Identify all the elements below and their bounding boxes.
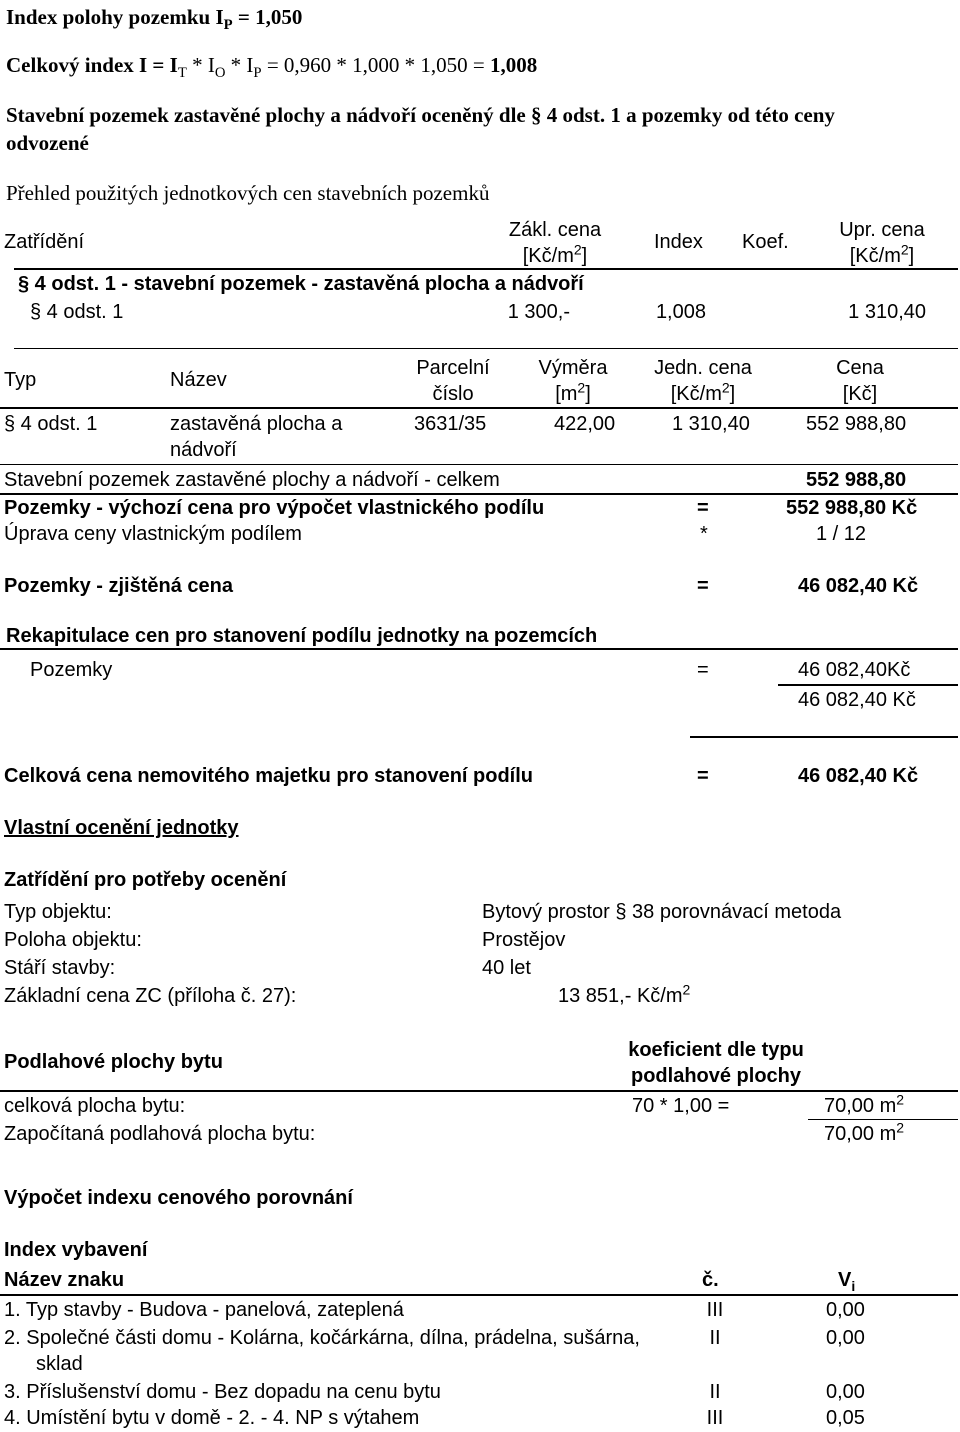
celkova-plocha-label: celková plocha bytu: [4,1095,186,1117]
index-row-2-name-cont: sklad [36,1353,83,1375]
t1-section-title: § 4 odst. 1 - stavební pozemek - zastavěná plocha a nádvoří [18,273,584,295]
rekap-pozemky-label: Pozemky [30,659,113,681]
index-row-4-v: 0,05 [826,1407,865,1429]
celkova-cena-op: = [697,765,709,787]
plochy-header-rule [0,1090,958,1092]
celkova-plocha-value: 70,00 $m^2$ [824,1091,905,1117]
celkovy-index-line [6,52,538,82]
prehled-heading: Přehled použitých jednotkových cen stavebních pozemků [6,181,490,205]
rekap-soucet-value: 46 082,40 Kč [798,689,916,711]
t2-celkem-value: 552 988,80 [806,469,907,491]
koeficient-header-2: podlahové plochy [630,1065,802,1087]
t1-header-index: Index [654,231,703,253]
index-header-rule [0,1294,958,1296]
rekap-pozemky-value: 46 082,40Kč [798,659,911,681]
t2-row-typ: § 4 odst. 1 [4,413,98,435]
t1-header-upr-2: $[Kč/m^2]$ [849,241,915,267]
celkova-plocha-calc: 70 * 1,00 = [632,1095,730,1117]
celkova-plocha-rule [808,1119,958,1120]
stari-stavby-label: Stáří stavby: [4,957,116,979]
t2-header-typ: Typ [4,369,37,391]
t2-header-vym-2: $[m^2]$ [555,379,591,405]
index-vybaveni-heading: Index vybavení [4,1239,148,1261]
celkovy-index-sub-p: P [253,65,262,82]
podlahove-plochy-heading: Podlahové plochy bytu [4,1051,223,1073]
t2-header-jedn-1: Jedn. cena [654,357,752,379]
index-row-2-v: 0,00 [826,1327,865,1349]
t2-header-parc-2: číslo [432,383,474,405]
t2-row-parc: 3631/35 [414,413,487,435]
t2-celkem-label: Stavební pozemek zastavěné plochy a nádvoří - celkem [4,469,500,491]
t1-header-zakl-2: $[Kč/m^2]$ [522,241,588,267]
index-row-2-c: II [709,1327,721,1349]
t1-bottom-rule [14,348,958,349]
stari-stavby-value: 40 let [482,957,531,979]
celkova-cena-label: Celková cena nemovitého majetku pro stanovení podílu [4,765,534,787]
index-polohy-sub: P [223,17,233,34]
t2-celkem-rule [0,464,958,465]
t1-row-index: 1,008 [655,301,706,323]
koeficient-header-1: koeficient dle typu [628,1039,804,1061]
rekap-sum-rule [778,684,958,686]
index-polohy-line [6,4,303,34]
zakladni-cena-label: Základní cena ZC (příloha č. 27): [4,985,297,1007]
index-row-4-c: III [706,1407,724,1429]
index-polohy-label: Index polohy pozemku I [6,5,224,29]
index-row-1-v: 0,00 [826,1299,865,1321]
uprava-ceny-op: * [700,523,708,545]
zatrideni-heading: Zatřídění pro potřeby ocenění [4,869,287,891]
t1-row-upr: 1 310,40 [848,301,926,323]
stavebni-heading-2: odvozené [6,131,89,155]
t1-row-zakl: 1 300,- [507,301,570,323]
rekap-total-rule [690,736,958,738]
index-row-1-c: III [706,1299,724,1321]
t2-header-cena-1: Cena [836,357,884,379]
uprava-ceny-value: 1 / 12 [816,523,867,545]
t2-header-jedn-2: $[Kč/m^2]$ [670,379,736,405]
t2-row-nazev-2: nádvoří [170,439,237,461]
zapoctena-plocha-value: 70,00 $m^2$ [824,1119,905,1145]
t1-header-koef: Koef. [742,231,789,253]
celkovy-index-sub-o: O [214,65,226,82]
t2-row-vym: 422,00 [554,413,616,435]
vychozi-cena-label: Pozemky - výchozí cena pro výpočet vlastnického podílu [4,497,545,519]
t1-header-zakl-1: Zákl. cena [508,219,602,241]
t1-header-zatrideni: Zatřídění [4,231,85,253]
stavebni-heading-1: Stavební pozemek zastavěné plochy a nádvoří oceněný dle § 4 odst. 1 a pozemky od této ceny [6,103,835,127]
index-row-4-name: 4. Umístění bytu v domě - 2. - 4. NP s výtahem [4,1407,420,1429]
rekap-pozemky-op: = [697,659,709,681]
index-row-2-name: 2. Společné části domu - Kolárna, kočárkárna, dílna, prádelna, sušárna, [4,1327,640,1349]
poloha-objektu-label: Poloha objektu: [4,929,142,951]
typ-objektu-value: Bytový prostor § 38 porovnávací metoda [482,901,842,923]
celkovy-index-result: 1,008 [490,53,538,77]
zapoctena-plocha-label: Započítaná podlahová plocha bytu: [4,1123,316,1145]
vlastni-oceneni-heading: Vlastní ocenění jednotky [4,817,239,839]
index-row-3-name: 3. Příslušenství domu - Bez dopadu na cenu bytu [4,1381,441,1403]
typ-objektu-label: Typ objektu: [4,901,112,923]
t1-header-rule [14,268,958,270]
celkovy-index-label: Celkový index I = I [6,53,178,77]
t1-header-upr-1: Upr. cena [839,219,925,241]
celkovy-index-formula: = 0,960 * 1,000 * 1,050 = [261,53,491,77]
t2-header-vym-1: Výměra [538,357,608,379]
index-polohy-value: = 1,050 [232,5,303,29]
index-row-3-v: 0,00 [826,1381,865,1403]
t2-header-rule [0,407,958,409]
vypocet-indexu-heading: Výpočet indexu cenového porovnání [4,1187,353,1209]
t2-row-nazev-1: zastavěná plocha a [170,413,343,435]
t2-row-jedn: 1 310,40 [672,413,750,435]
rekapitulace-rule [0,648,958,650]
index-header-nazev: Název znaku [4,1269,125,1291]
index-row-3-c: II [709,1381,721,1403]
index-row-1-name: 1. Typ stavby - Budova - panelová, zateplená [4,1299,404,1321]
poloha-objektu-value: Prostějov [482,929,566,951]
zjistena-cena-value: 46 082,40 Kč [798,575,919,597]
vychozi-cena-op: = [697,497,709,519]
rekapitulace-title: Rekapitulace cen pro stanovení podílu jednotky na pozemcích [6,625,598,647]
t2-row-cena: 552 988,80 [806,413,907,435]
zjistena-cena-op: = [697,575,709,597]
t2-header-cena-2: [Kč] [842,383,878,405]
zakladni-cena-value: 13 851,- $Kč/m^2$ [558,981,691,1007]
celkovy-index-op2: * I [225,53,254,77]
t1-row-name: § 4 odst. 1 [30,301,124,323]
t2-header-parc-1: Parcelní [416,357,490,379]
celkovy-index-op1: * I [186,53,215,77]
celkovy-index-sub-t: T [177,65,187,82]
index-header-c: č. [702,1269,719,1291]
t2-bottom-rule [0,493,958,495]
zjistena-cena-label: Pozemky - zjištěná cena [4,575,233,597]
celkova-cena-value: 46 082,40 Kč [798,765,919,787]
t2-header-nazev: Název [170,369,227,391]
vychozi-cena-value: 552 988,80 Kč [786,497,918,519]
uprava-ceny-label: Úprava ceny vlastnickým podílem [4,523,302,545]
index-header-v: $V_i$ [838,1269,856,1294]
